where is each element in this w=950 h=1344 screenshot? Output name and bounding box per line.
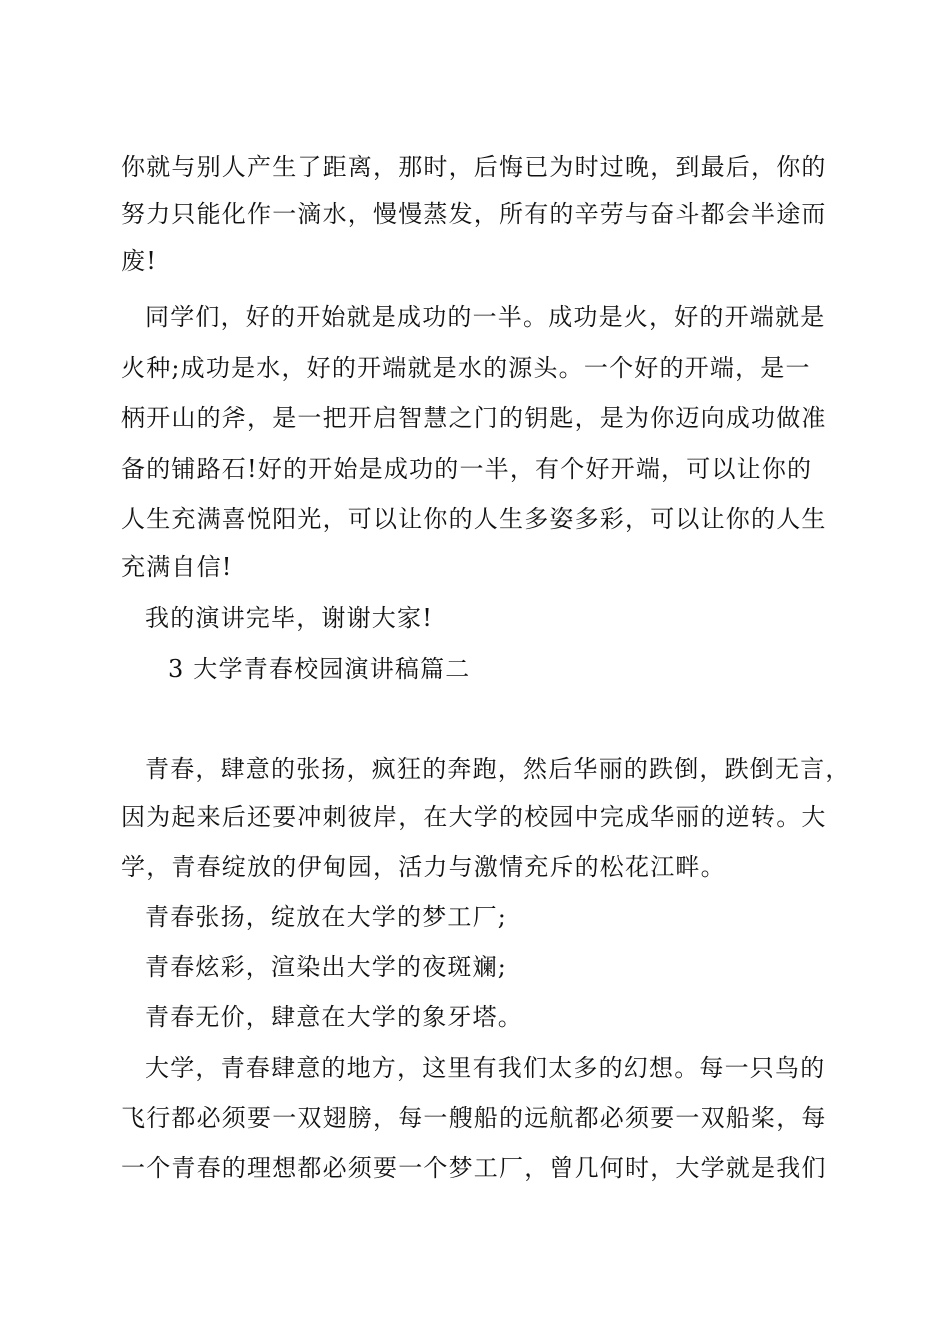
text-line: 学，青春绽放的伊甸园，活力与激情充斥的松花江畔。 <box>121 853 726 881</box>
text-line: 一个青春的理想都必须要一个梦工厂，曾几何时，大学就是我们 <box>121 1154 827 1182</box>
text-line: 大学，青春肆意的地方，这里有我们太多的幻想。每一只鸟的 <box>145 1054 826 1082</box>
section-heading: 3 大学青春校园演讲稿篇二 <box>168 655 471 683</box>
text-line: 人生充满喜悦阳光，可以让你的人生多姿多彩，可以让你的人生 <box>121 505 827 533</box>
text-line: 柄开山的斧，是一把开启智慧之门的钥匙，是为你迈向成功做准 <box>121 404 827 432</box>
text-line: 我的演讲完毕，谢谢大家! <box>145 604 434 632</box>
text-line: 因为起来后还要冲刺彼岸，在大学的校园中完成华丽的逆转。大 <box>121 803 827 831</box>
text-line: 废! <box>121 247 158 275</box>
text-line: 飞行都必须要一双翅膀，每一艘船的远航都必须要一双船桨，每 <box>121 1104 827 1132</box>
text-line: 青春炫彩，渲染出大学的夜斑斓; <box>145 953 508 981</box>
text-line: 努力只能化作一滴水，慢慢蒸发，所有的辛劳与奋斗都会半途而 <box>121 200 827 228</box>
text-line: 青春，肆意的张扬，疯狂的奔跑，然后华丽的跌倒，跌倒无言， <box>145 755 851 783</box>
text-line: 充满自信! <box>121 553 233 581</box>
text-line: 青春张扬，绽放在大学的梦工厂; <box>145 903 508 931</box>
text-line: 同学们，好的开始就是成功的一半。成功是火，好的开端就是 <box>145 303 826 331</box>
text-line: 你就与别人产生了距离，那时，后悔已为时过晚，到最后，你的 <box>121 153 827 181</box>
text-line: 火种;成功是水，好的开端就是水的源头。一个好的开端，是一 <box>121 354 811 382</box>
text-line: 备的铺路石!好的开始是成功的一半，有个好开端，可以让你的 <box>121 455 813 483</box>
text-line: 青春无价，肆意在大学的象牙塔。 <box>145 1003 523 1031</box>
